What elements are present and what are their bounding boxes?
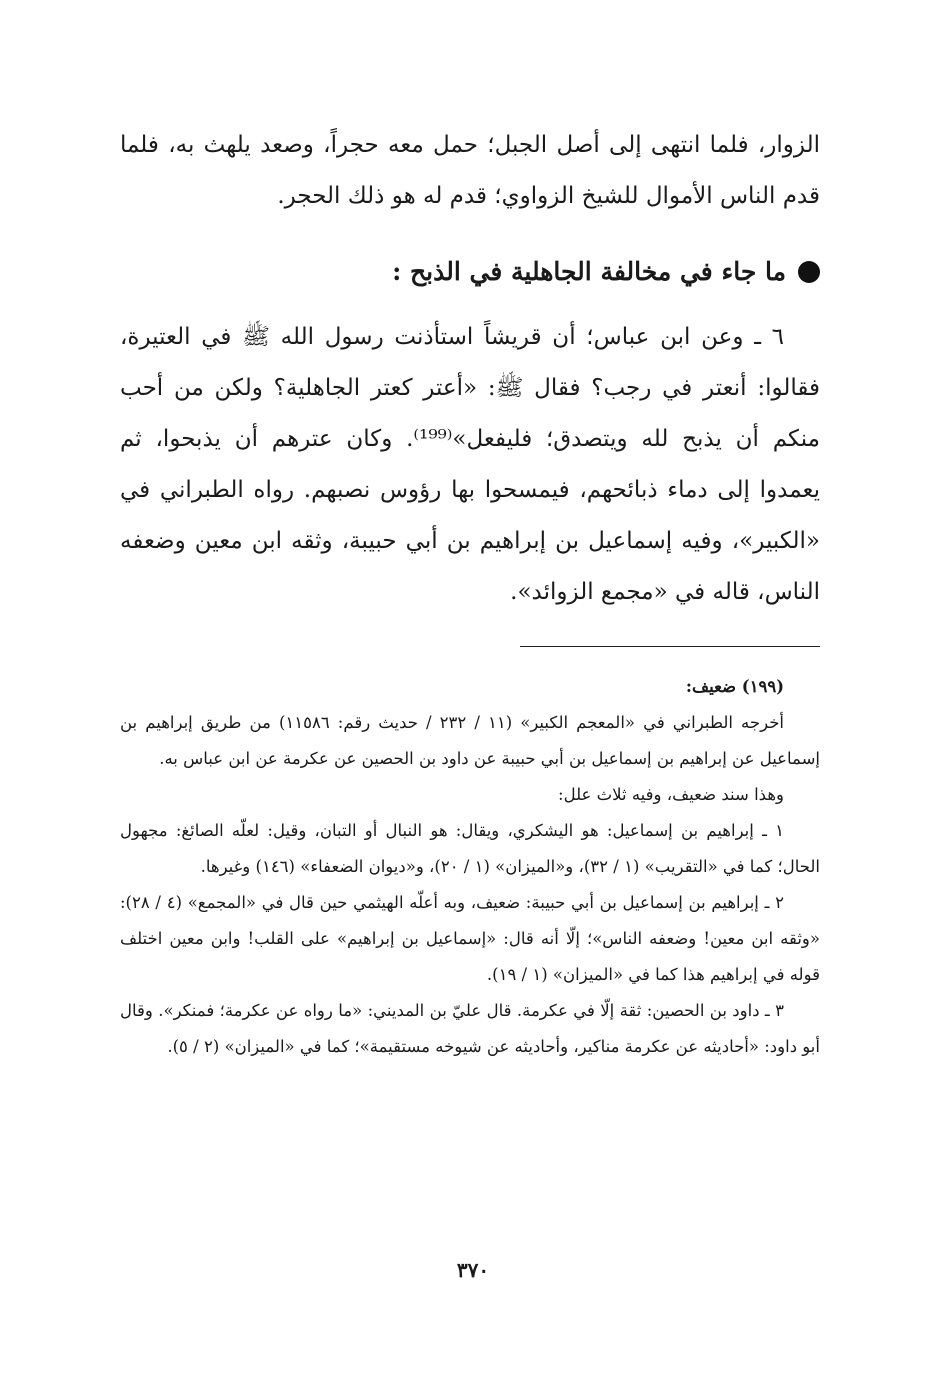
footnote-paragraph: وهذا سند ضعيف، وفيه ثلاث علل: — [558, 785, 784, 804]
footnote-divider — [520, 646, 820, 647]
hadith-text: وعن ابن عباس؛ أن قريشاً استأذنت رسول الله ﷺ في العتيرة، فقالوا: أنعتر في رجب؟ فقال ﷺ: «أعتر كعتر الجاهلية؟ ولكن من أحب منكم أن يذبح لله ويتصدق؛ فليفعل»⁽¹⁹⁹⁾. وكان عترهم أن يذبحوا، ثم يعمدوا إلى دماء ذبائحهم، فيمسحوا بها رؤوس نصبهم. رواه الطبراني في «الكبير»، وفيه إسماعيل بن إبراهيم بن أبي حبيبة، وثقه ابن معين وضعفه الناس، قاله في «مجمع الزوائد». — [120, 324, 821, 605]
footnote-title: (١٩٩) ضعيف: — [685, 677, 784, 696]
footnotes-section — [120, 669, 820, 1065]
hadith-number: ٦ ـ — [754, 324, 785, 350]
footnote-paragraph: أخرجه الطبراني في «المعجم الكبير» (١١ / ٢٣٢ / حديث رقم: ١١٥٨٦) من طريق إبراهيم بن إسماعيل عن إبراهيم بن إسماعيل بن أبي حبيبة عن داود بن الحصين عن عكرمة عن ابن عباس به. — [120, 713, 820, 768]
footnote-paragraph: ١ ـ إبراهيم بن إسماعيل: هو اليشكري، ويقال: هو النبال أو التبان، وقيل: لعلّه الصائغ: مجهول الحال؛ كما في «التقريب» (١ / ٣٢)، و«الميزان» (١ / ٢٠)، و«ديوان الضعفاء» (١٤٦) وغيرها. — [120, 821, 820, 876]
hadith-paragraph — [120, 312, 820, 618]
section-heading-text: ما جاء في مخالفة الجاهلية في الذبح : — [392, 257, 786, 286]
footnote-paragraph: ٣ ـ داود بن الحصين: ثقة إلّا في عكرمة. قال عليّ بن المديني: «ما رواه عن عكرمة؛ فمنكر». وقال أبو داود: «أحاديثه عن عكرمة مناكير، وأحاديثه عن شيوخه مستقيمة»؛ كما في «الميزان» (٢ / ٥). — [120, 1001, 820, 1056]
bullet-icon — [798, 261, 820, 283]
section-heading — [120, 252, 820, 292]
footnote-paragraph: ٢ ـ إبراهيم بن إسماعيل بن أبي حبيبة: ضعيف، وبه أعلّه الهيثمي حين قال في «المجمع» (٤ / ٢٨): «وثقه ابن معين! وضعفه الناس»؛ إلّا أنه قال: «إسماعيل بن إبراهيم» على القلب! وابن معين اختلف قوله في إبراهيم هذا كما في «الميزان» (١ / ١٩). — [120, 893, 820, 984]
book-page — [120, 120, 820, 1065]
page-number: ٣٧٠ — [456, 1258, 490, 1282]
intro-paragraph: الزوار، فلما انتهى إلى أصل الجبل؛ حمل معه حجراً، وصعد يلهث به، فلما قدم الناس الأموال للشيخ الزواوي؛ قدم له هو ذلك الحجر. — [120, 132, 820, 209]
